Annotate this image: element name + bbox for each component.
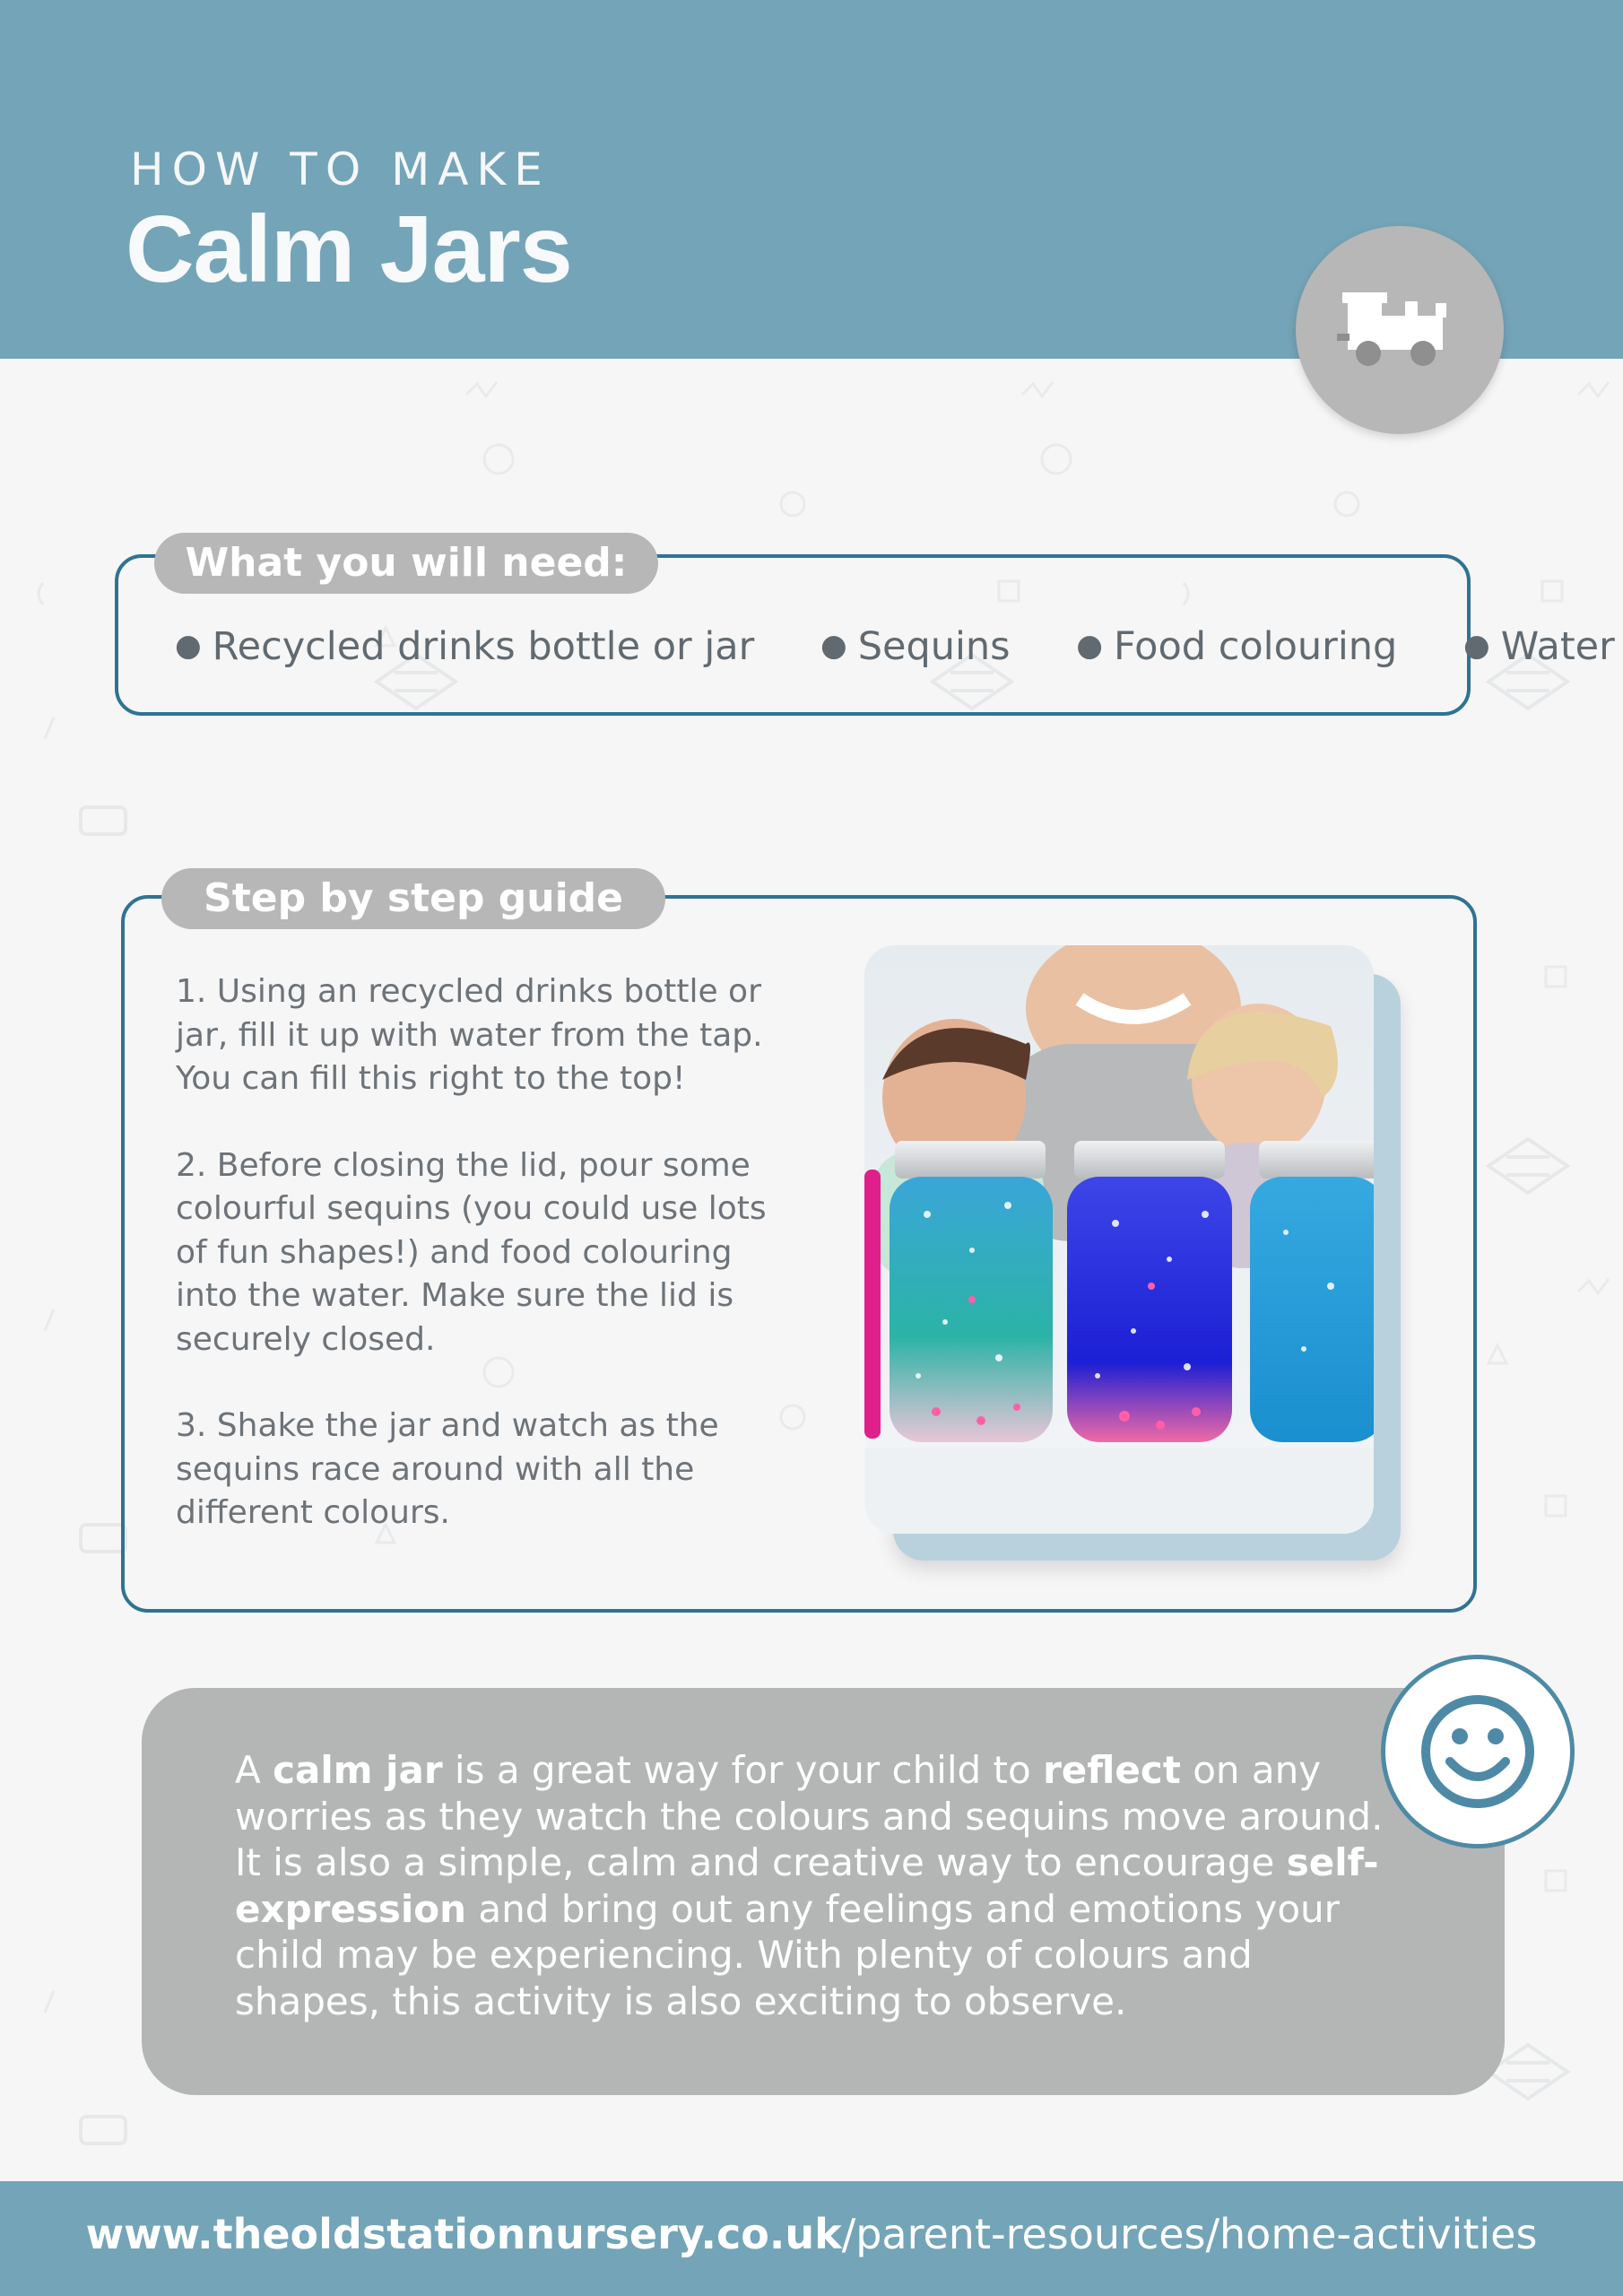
step-1: 1. Using an recycled drinks bottle or jar, fill it up with water from the tap. You can fill this right to the top! — [176, 973, 763, 1097]
bullet-icon: ● — [175, 628, 202, 664]
smiley-icon — [1418, 1692, 1538, 1812]
list-item: ● Food colouring — [1076, 624, 1398, 669]
info-paragraph: A calm jar is a great way for your child to reflect on any worries as they watch the colours and sequins move around. It is also a simple, calm and creative way to encourage self-expression and bring out any feelings and emotions your child may be experiencing. With plenty of colours and shapes, this activity is also exciting to observe. — [235, 1748, 1384, 2023]
bullet-icon: ● — [820, 628, 847, 664]
materials-list — [175, 624, 1623, 669]
bullet-icon: ● — [1076, 628, 1103, 664]
guide-steps — [176, 970, 768, 1578]
footer-path[interactable]: /parent-resources/home-activities — [841, 2210, 1538, 2258]
step-3: 3. Shake the jar and watch as the sequins race around with all the different colours. — [176, 1407, 719, 1531]
list-item: ● Sequins — [820, 624, 1011, 669]
highlight-calm-jar: calm jar — [273, 1748, 443, 1792]
step-2: 2. Before closing the lid, pour some colourful sequins (you could use lots of fun shapes!) and food colouring into the water. Make sure the lid is securely closed. — [176, 1146, 767, 1358]
calm-jars-illustration — [864, 945, 1374, 1534]
smiley-badge — [1385, 1659, 1570, 1844]
highlight-self-expression: self-expression — [235, 1840, 1379, 1931]
page-title: Calm Jars — [126, 196, 572, 302]
list-item: ● Recycled drinks bottle or jar — [175, 624, 755, 669]
footer-domain[interactable]: www.theoldstationnursery.co.uk — [85, 2210, 842, 2258]
list-item: ● Water — [1463, 624, 1615, 669]
bullet-icon: ● — [1463, 628, 1490, 664]
page-kicker: HOW TO MAKE — [130, 144, 551, 196]
guide-heading: Step by step guide — [161, 868, 665, 929]
calm-jars-photo — [864, 945, 1374, 1534]
footer-url[interactable] — [0, 2210, 1623, 2258]
footer-bar — [0, 2181, 1623, 2296]
highlight-reflect: reflect — [1043, 1748, 1181, 1792]
materials-heading: What you will need: — [154, 533, 658, 594]
